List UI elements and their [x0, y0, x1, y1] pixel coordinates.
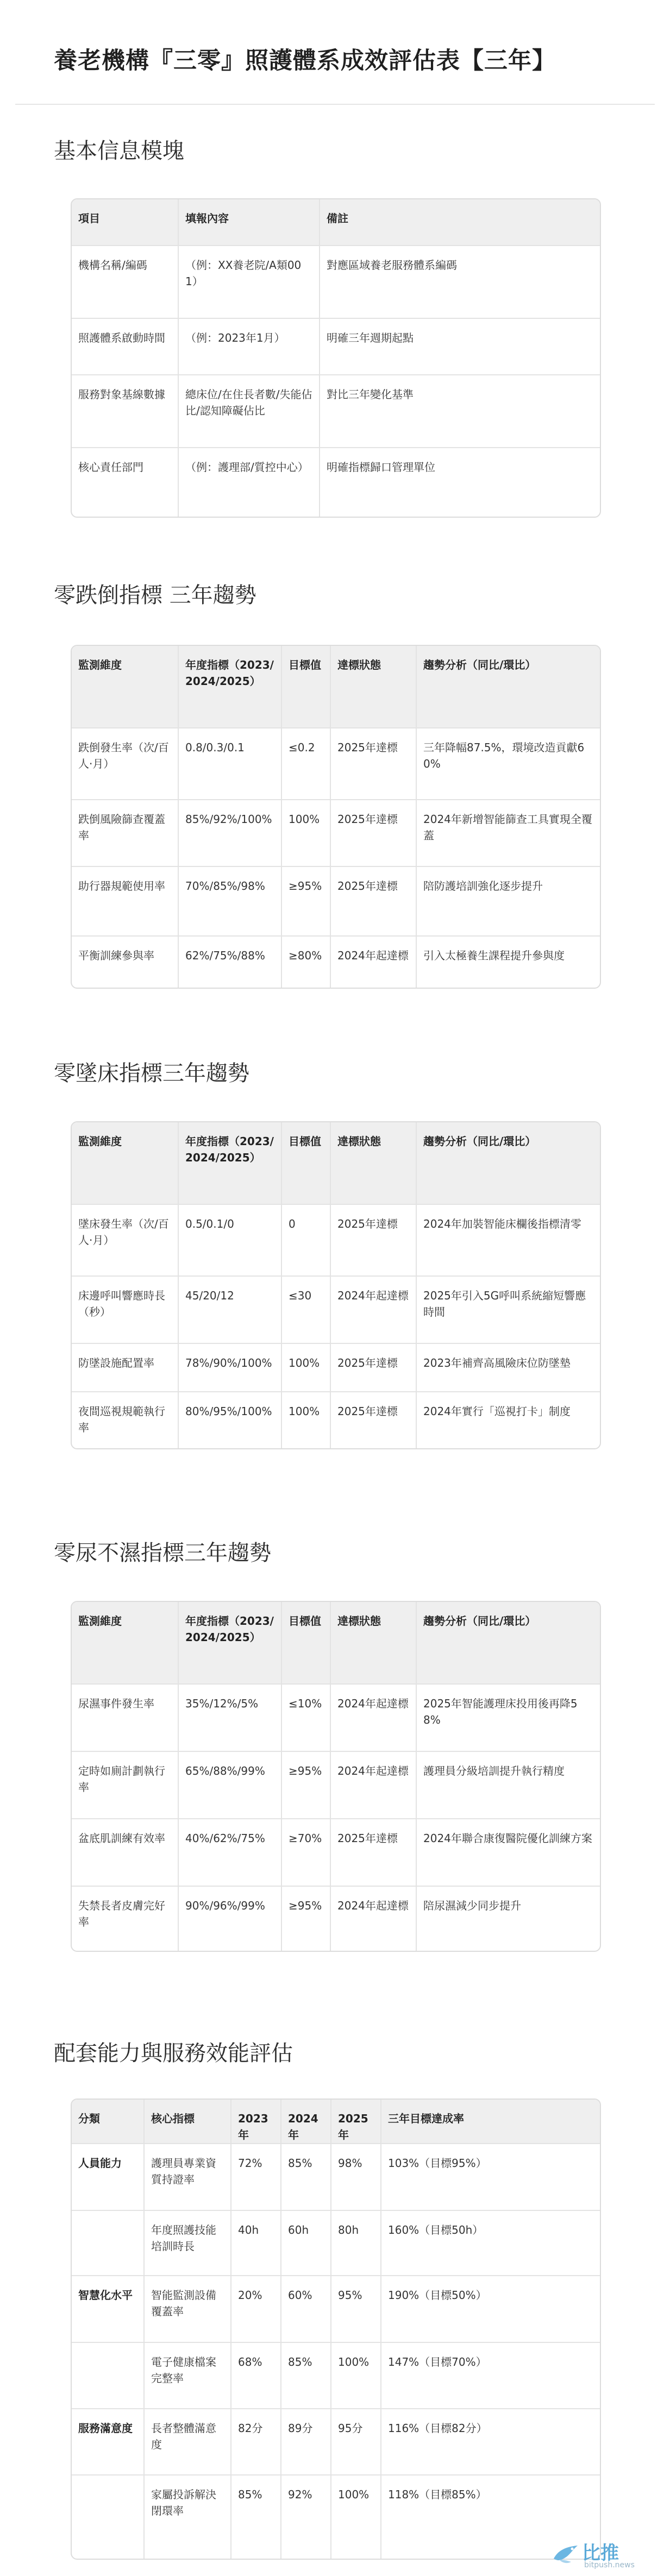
cell-target: ≥80%	[281, 936, 330, 988]
cell-annual: 85%/92%/100%	[178, 800, 281, 866]
cell-analysis: 陪尿濕減少同步提升	[423, 1899, 521, 1912]
cell-analysis: 陪防護培訓強化逐步提升	[416, 866, 600, 936]
cell-status: 2025年達標	[330, 728, 416, 800]
cell-annual: 40%/62%/75%	[178, 1819, 281, 1886]
cell-2024: 60%	[281, 2276, 331, 2342]
watermark	[550, 2537, 648, 2573]
cell-target: ≤30	[281, 1276, 330, 1343]
cell-status: 2025年達標	[330, 1819, 416, 1886]
cell-content: （例：2023年1月）	[178, 318, 320, 375]
cell-2023: 68%	[231, 2342, 281, 2409]
cell-status: 2025年達標	[330, 866, 416, 936]
page-title: 養老機構『三零』照護體系成效評估表【三年】	[54, 47, 556, 74]
cell-target: ≥70%	[281, 1819, 330, 1886]
header-cell: 分類	[72, 2100, 144, 2144]
cell-indicator: 年度照護技能培訓時長	[144, 2210, 231, 2276]
cell-dimension: 跌倒發生率（次/百人·月）	[72, 728, 178, 800]
header-cell: 達標狀態	[330, 1122, 416, 1204]
cell-dimension: 平衡訓練參與率	[72, 936, 178, 988]
table-falls	[72, 646, 600, 988]
table-header-row	[72, 2100, 600, 2144]
cell-analysis: 引入太極養生課程提升參與度	[423, 949, 565, 962]
table-header-row	[72, 1602, 600, 1684]
cell-2024: 92%	[281, 2475, 331, 2559]
table-bed	[72, 1122, 600, 1448]
header-cell: 達標狀態	[330, 1602, 416, 1684]
cell-achievement: 147%（目標70%）	[381, 2342, 600, 2409]
cell-content: （例：XX養老院/A類001）	[178, 246, 320, 318]
header-cell: 核心指標	[144, 2100, 231, 2144]
cell-status: 2024年起達標	[330, 1276, 416, 1343]
cell-2025: 100%	[331, 2342, 381, 2409]
header-cell: 趨勢分析（同比/環比）	[416, 1602, 600, 1684]
section-title-incontinence: 零尿不濕指標三年趨勢	[54, 1541, 271, 1566]
section-title-bed: 零墜床指標三年趨勢	[54, 1061, 249, 1086]
cell-analysis: 三年降幅87.5%，環境改造貢獻60%	[416, 728, 600, 800]
table-row	[72, 448, 600, 517]
table-header-row	[72, 646, 600, 728]
cell-2024: 60h	[281, 2210, 331, 2276]
header-cell: 備註	[320, 199, 600, 246]
cell-content: （例：護理部/質控中心）	[178, 448, 320, 517]
cell-analysis: 2025年引入5G呼叫系統縮短響應時間	[416, 1276, 600, 1343]
table-row	[72, 2409, 600, 2475]
cell-note: 對比三年變化基準	[320, 375, 600, 448]
cell-status: 2024年起達標	[330, 1751, 416, 1819]
table-row	[72, 2276, 600, 2342]
table-row	[72, 866, 600, 936]
cell-annual: 70%/85%/98%	[178, 866, 281, 936]
table-row	[72, 1819, 600, 1886]
table-row	[72, 1684, 600, 1751]
cell-2025: 95分	[331, 2409, 381, 2475]
header-cell: 監測維度	[72, 1602, 178, 1684]
cell-item: 照護體系啟動時間	[72, 318, 178, 375]
cell-dimension: 跌倒風險篩查覆蓋率	[72, 800, 178, 866]
cell-analysis: 2025年智能護理床投用後再降58%	[416, 1684, 600, 1751]
table-row	[72, 1886, 600, 1951]
cell-status: 2025年達標	[330, 800, 416, 866]
cell-annual: 62%/75%/88%	[178, 936, 281, 988]
table-row	[72, 1343, 600, 1392]
falls-table	[71, 645, 601, 989]
cell-note: 明確三年週期起點	[320, 318, 600, 375]
cell-2023: 85%	[231, 2475, 281, 2559]
cell-item: 服務對象基線數據	[72, 375, 178, 448]
header-cell: 目標值	[281, 1122, 330, 1204]
cell-annual: 65%/88%/99%	[178, 1751, 281, 1819]
cell-annual: 35%/12%/5%	[178, 1684, 281, 1751]
header-cell: 年度指標（2023/2024/2025）	[178, 646, 281, 728]
table-row	[72, 2210, 600, 2276]
cell-target: ≥95%	[281, 866, 330, 936]
cell-dimension: 尿濕事件發生率	[72, 1684, 178, 1751]
table-row	[72, 1751, 600, 1819]
cell-2025: 98%	[331, 2144, 381, 2210]
cell-analysis: 2024年聯合康復醫院優化訓練方案	[416, 1819, 600, 1886]
cell-achievement: 190%（目標50%）	[381, 2276, 600, 2342]
watermark-domain: bitpush.news	[584, 2561, 635, 2569]
bird-logo-icon	[550, 2539, 581, 2569]
cell-indicator: 護理員專業資質持證率	[144, 2144, 231, 2210]
cell-target: ≤10%	[281, 1684, 330, 1751]
table-row	[72, 246, 600, 318]
cell-indicator: 家屬投訴解決閉環率	[144, 2475, 231, 2559]
cell-target: 100%	[281, 800, 330, 866]
table-row	[72, 728, 600, 800]
table-row	[72, 936, 600, 988]
capacity-table	[71, 2099, 601, 2560]
cell-indicator: 電子健康檔案完整率	[144, 2342, 231, 2409]
cell-target: 100%	[281, 1392, 330, 1448]
cell-status: 2024年起達標	[330, 1886, 416, 1951]
cell-annual: 45/20/12	[178, 1276, 281, 1343]
table-row	[72, 800, 600, 866]
header-cell: 趨勢分析（同比/環比）	[416, 646, 600, 728]
header-cell: 目標值	[281, 646, 330, 728]
header-cell: 目標值	[281, 1602, 330, 1684]
cell-2023: 72%	[231, 2144, 281, 2210]
cell-status: 2024年起達標	[330, 936, 416, 988]
cell-item: 機構名稱/編碼	[72, 246, 178, 318]
cell-2023: 82分	[231, 2409, 281, 2475]
header-cell: 項目	[72, 199, 178, 246]
cell-dimension: 定時如廁計劃執行率	[72, 1751, 178, 1819]
cell-status: 2025年達標	[330, 1392, 416, 1448]
cell-category: 智慧化水平	[72, 2276, 144, 2342]
table-capacity	[72, 2100, 600, 2559]
basic-table	[71, 198, 601, 518]
table-header-row	[72, 199, 600, 246]
cell-category: 人員能力	[72, 2144, 144, 2210]
cell-annual: 90%/96%/99%	[178, 1886, 281, 1951]
cell-analysis: 2024年實行「巡視打卡」制度	[423, 1405, 571, 1418]
cell-dimension: 墜床發生率（次/百人·月）	[72, 1204, 178, 1276]
cell-2023: 20%	[231, 2276, 281, 2342]
cell-target: ≥95%	[281, 1886, 330, 1951]
table-row	[72, 2144, 600, 2210]
table-incontinence	[72, 1602, 600, 1951]
header-cell: 2023年	[231, 2100, 281, 2144]
section-title-capacity: 配套能力與服務效能評估	[54, 2041, 293, 2066]
table-row	[72, 318, 600, 375]
cell-2024: 85%	[281, 2342, 331, 2409]
cell-analysis: 2024年加裝智能床欄後指標清零	[416, 1204, 600, 1276]
section-title-basic: 基本信息模塊	[54, 139, 184, 164]
table-header-row	[72, 1122, 600, 1204]
header-cell: 填報內容	[178, 199, 320, 246]
table-row	[72, 2342, 600, 2409]
cell-item: 核心責任部門	[72, 448, 178, 517]
cell-2025: 95%	[331, 2276, 381, 2342]
cell-dimension: 助行器規範使用率	[72, 866, 178, 936]
cell-target: ≤0.2	[281, 728, 330, 800]
cell-2025: 100%	[331, 2475, 381, 2559]
cell-content: 總床位/在住長者數/失能佔比/認知障礙佔比	[178, 375, 320, 448]
cell-achievement: 103%（目標95%）	[381, 2144, 600, 2210]
header-cell: 三年目標達成率	[381, 2100, 600, 2144]
header-cell: 監測維度	[72, 1122, 178, 1204]
cell-annual: 0.8/0.3/0.1	[178, 728, 281, 800]
cell-dimension: 床邊呼叫響應時長（秒）	[72, 1276, 178, 1343]
cell-target: ≥95%	[281, 1751, 330, 1819]
cell-annual: 0.5/0.1/0	[178, 1204, 281, 1276]
cell-note: 明確指標歸口管理單位	[327, 461, 435, 474]
section-title-falls: 零跌倒指標 三年趨勢	[54, 583, 256, 608]
cell-annual: 78%/90%/100%	[178, 1343, 281, 1392]
cell-achievement: 160%（目標50h）	[381, 2210, 600, 2276]
table-row	[72, 2475, 600, 2559]
table-row	[72, 1392, 600, 1448]
cell-achievement: 116%（目標82分）	[381, 2409, 600, 2475]
bed-table	[71, 1121, 601, 1449]
cell-category: 服務滿意度	[72, 2409, 144, 2475]
cell-2024: 89分	[281, 2409, 331, 2475]
cell-note: 對應區域養老服務體系編碼	[320, 246, 600, 318]
table-row	[72, 1204, 600, 1276]
header-cell: 年度指標（2023/2024/2025）	[178, 1602, 281, 1684]
cell-indicator: 智能監測設備覆蓋率	[144, 2276, 231, 2342]
header-cell: 達標狀態	[330, 646, 416, 728]
cell-annual: 80%/95%/100%	[178, 1392, 281, 1448]
cell-achievement: 118%（目標85%）	[388, 2488, 487, 2501]
table-row	[72, 375, 600, 448]
cell-dimension: 夜間巡視規範執行率	[72, 1392, 178, 1448]
header-cell: 2024年	[281, 2100, 331, 2144]
cell-status: 2025年達標	[330, 1204, 416, 1276]
cell-dimension: 防墜設施配置率	[72, 1343, 178, 1392]
cell-category	[72, 2475, 144, 2559]
cell-2024: 85%	[281, 2144, 331, 2210]
title-divider	[15, 104, 655, 105]
header-cell: 年度指標（2023/2024/2025）	[178, 1122, 281, 1204]
header-cell: 趨勢分析（同比/環比）	[416, 1122, 600, 1204]
cell-status: 2025年達標	[330, 1343, 416, 1392]
table-basic-info	[72, 199, 600, 517]
cell-category	[72, 2342, 144, 2409]
cell-2023: 40h	[231, 2210, 281, 2276]
cell-dimension: 盆底肌訓練有效率	[72, 1819, 178, 1886]
watermark-name: 比推	[582, 2542, 619, 2564]
cell-analysis: 護理員分級培訓提升執行精度	[416, 1751, 600, 1819]
header-cell: 監測維度	[72, 646, 178, 728]
cell-analysis: 2024年新增智能篩查工具實現全覆蓋	[416, 800, 600, 866]
table-row	[72, 1276, 600, 1343]
cell-2025: 80h	[331, 2210, 381, 2276]
cell-category	[72, 2210, 144, 2276]
header-cell: 2025年	[331, 2100, 381, 2144]
cell-analysis: 2023年補齊高風險床位防墜墊	[416, 1343, 600, 1392]
cell-target: 100%	[281, 1343, 330, 1392]
incontinence-table	[71, 1601, 601, 1952]
cell-target: 0	[281, 1204, 330, 1276]
cell-dimension: 失禁長者皮膚完好率	[72, 1886, 178, 1951]
cell-indicator: 長者整體滿意度	[144, 2409, 231, 2475]
cell-status: 2024年起達標	[330, 1684, 416, 1751]
